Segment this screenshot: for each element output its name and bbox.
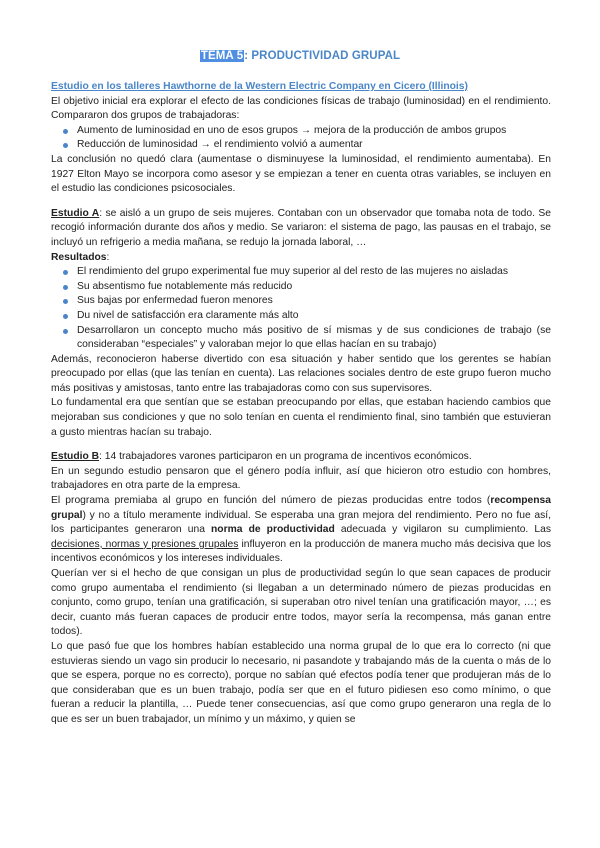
estudio-a-paragraph: Además, reconocieron haberse divertido con esa situación y haber sentido que los gerentes se habían preocupado por ellas (que las tenían en cuenta). Las relaciones sociales dentro de este grupo fueron mucho más positivas y amistosas, tanto entre las trabajadoras como con sus supervisores. [51, 353, 551, 394]
results-label: Resultados [51, 251, 107, 263]
list-item: Du nivel de satisfacción era claramente más alto [51, 309, 551, 324]
text-run: ) y no a título meramente individual. Se esperaba una gran mejora del rendimiento. Pero no fue así, los participantes generaron una [51, 509, 551, 536]
text-run: adecuada y vigilaron su cumplimiento. Las [334, 524, 551, 536]
title-highlight: TEMA 5 [200, 50, 244, 62]
estudio-a-intro [51, 207, 551, 251]
title-rest: : PRODUCTIVIDAD GRUPAL [244, 50, 401, 62]
list-item: El rendimiento del grupo experimental fue muy superior al del resto de las mujeres no aisladas [51, 265, 551, 280]
estudio-b-intro [51, 450, 551, 465]
estudio-b-text: : 14 trabajadores varones participaron en un programa de incentivos económicos. [99, 451, 472, 463]
bold-term: recompensa grupal [51, 495, 551, 521]
results-heading: Resultados: [51, 251, 110, 263]
text-run: El programa premiaba al grupo en función del número de piezas producidas entre todos ( [51, 495, 491, 507]
text-run: influyeron en la producción de manera mucho más decisiva que los incentivos económicos y los intereses individuales. [51, 538, 551, 565]
estudio-b-paragraph [51, 494, 551, 567]
underlined-term: decisiones, normas y presiones grupales [51, 538, 239, 550]
list-item: Su absentismo fue notablemente más reducido [51, 280, 551, 295]
estudio-a-paragraph: Lo fundamental era que sentían que se estaban preocupando por ellas, que estaban haciendo cambios que mejoraban sus condiciones y que no solo tenían en cuenta el rendimiento final, sino también que estuvieran a gusto mientras hacían su trabajo. [51, 397, 551, 438]
document-body [51, 80, 551, 728]
list-item: Reducción de luminosidad → el rendimiento volvió a aumentar [51, 138, 551, 153]
estudio-b-paragraph: Querían ver si el hecho de que consigan un plus de productividad según lo que sean capaces de producir como grupo aumentaba el rendimiento (si llegaban a un determinado número de piezas producidas en conjunto, como grupo, tenían una gratificación, si superaban otro nivel tenían una gratificación mayor, …; es decir, cuanto más fueran capaces de producir entre todos, mayor sería la recompensa, más ganan entre todos). [51, 568, 551, 638]
list-item: Aumento de luminosidad en uno de esos grupos → mejora de la producción de ambos grupos [51, 124, 551, 139]
list-item: Desarrollaron un concepto mucho más positivo de sí mismas y de sus condiciones de trabajo (se consideraban “especiales” y valoraban mejor lo que ellas hacían en su trabajo) [51, 324, 551, 353]
hawthorne-bullet-list [51, 124, 551, 153]
hawthorne-intro: El objetivo inicial era explorar el efecto de las condiciones físicas de trabajo (luminosidad) en el rendimiento. Compararon dos grupos de trabajadoras: [51, 95, 551, 122]
hawthorne-conclusion: La conclusión no quedó clara (aumentase o disminuyese la luminosidad, el rendimiento aumentaba). En 1927 Elton Mayo se incorpora como asesor y se empiezan a tener en cuenta otras variables, se incluyen en el estudio las condiciones psicosociales. [51, 153, 551, 195]
estudio-b-paragraph: Lo que pasó fue que los hombres habían establecido una norma grupal de lo que era lo correcto (ni que estuvieras siendo un vago sin producir lo necesario, ni pasandote y trabajando más de la cuenta o más de lo que se espera, porque no es correcto), porque no sabían qué efectos podía tener que produjeran más de lo que consideraban que es un buen trabajo, podía ser que en el futuro pidiesen eso como mínimo, o que fueran a reducir la plantilla, … Puede tener consecuencias, así que como grupo generaron una regla de lo que es ser un buen trabajador, un mínimo y un máximo, y quien se [51, 640, 551, 725]
estudio-a-text: : se aisló a un grupo de seis mujeres. Contaban con un observador que tomaba nota de todo. Se recogió información durante dos años y medio. Se variaron: el sistema de pago, las pausas en el trabajo, se incluyó un refrigerio a media mañana, se redujo la jornada laboral, … [51, 207, 551, 248]
estudio-a-label: Estudio A [51, 207, 100, 219]
list-item: Sus bajas por enfermedad fueron menores [51, 294, 551, 309]
estudio-b-label: Estudio B [51, 451, 100, 463]
estudio-b-paragraph: En un segundo estudio pensaron que el género podía influir, así que hicieron otro estudio con hombres, trabajadores en otra parte de la empresa. [51, 465, 551, 492]
page-title [0, 50, 600, 62]
results-list [51, 265, 551, 353]
bold-term: norma de productividad [211, 524, 335, 536]
hawthorne-heading-link[interactable]: Estudio en los talleres Hawthorne de la Western Electric Company en Cicero (Illinois) [51, 81, 468, 92]
